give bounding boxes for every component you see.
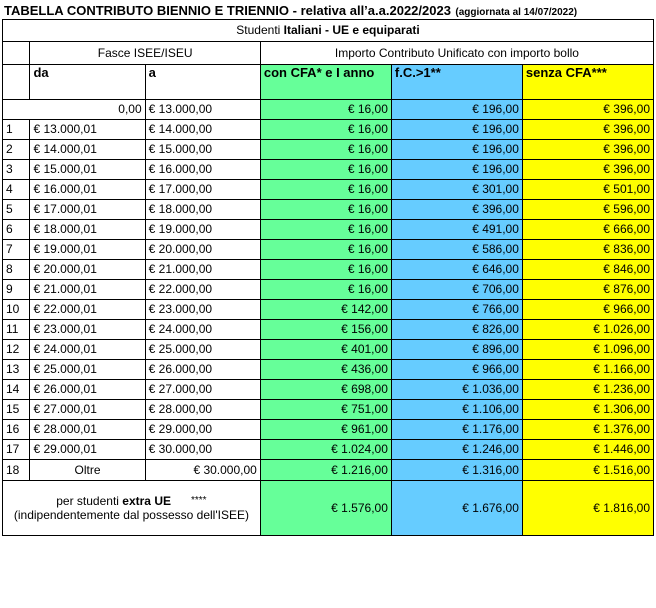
da-cell: € 24.000,01 [30,340,145,360]
fc-cell: € 1.106,00 [391,400,522,420]
da-cell: € 29.000,01 [30,440,145,460]
a-cell: € 27.000,00 [145,380,260,400]
fc-cell: € 491,00 [391,220,522,240]
table-row [3,440,654,460]
fc-cell: € 826,00 [391,320,522,340]
cfa-cell: € 16,00 [260,140,391,160]
fc-cell: € 1.316,00 [391,460,522,481]
no-cfa-cell: € 876,00 [522,280,653,300]
extra-stars: **** [191,495,207,506]
table-row [3,340,654,360]
a-cell: € 26.000,00 [145,360,260,380]
row-number: 4 [3,180,30,200]
col-a-header: a [145,65,260,100]
da-cell: € 26.000,01 [30,380,145,400]
a-cell: € 30.000,00 [145,460,260,481]
table-row [3,160,654,180]
cfa-cell: € 142,00 [260,300,391,320]
col-no-cfa-header: senza CFA*** [522,65,653,100]
table-row [3,420,654,440]
importo-header: Importo Contributo Unificato con importo bollo [260,42,653,65]
row-number: 8 [3,260,30,280]
students-header-row [3,20,654,42]
da-cell: € 16.000,01 [30,180,145,200]
da-cell: € 22.000,01 [30,300,145,320]
row-number: 7 [3,240,30,260]
a-cell: € 30.000,00 [145,440,260,460]
cfa-cell: € 1.216,00 [260,460,391,481]
da-cell: € 19.000,01 [30,240,145,260]
a-cell: € 24.000,00 [145,320,260,340]
extra-bold: extra UE [122,494,171,508]
students-header [3,20,654,42]
fc-cell: € 196,00 [391,160,522,180]
row-number: 16 [3,420,30,440]
cfa-cell: € 751,00 [260,400,391,420]
da-cell: € 21.000,01 [30,280,145,300]
cfa-cell: € 698,00 [260,380,391,400]
row-number: 1 [3,120,30,140]
a-cell: € 13.000,00 [145,100,260,120]
cfa-cell: € 16,00 [260,160,391,180]
col-da-header: da [30,65,145,100]
row-number: 2 [3,140,30,160]
col-fc-header: f.C.>1** [391,65,522,100]
group-header-row [3,42,654,65]
no-cfa-cell: € 596,00 [522,200,653,220]
table-row [3,180,654,200]
a-cell: € 22.000,00 [145,280,260,300]
row-number: 11 [3,320,30,340]
contribution-table [2,19,654,536]
row-number: 14 [3,380,30,400]
fc-cell: € 706,00 [391,280,522,300]
no-cfa-cell: € 1.236,00 [522,380,653,400]
da-cell: € 20.000,01 [30,260,145,280]
empty-cell [3,42,30,65]
fc-cell: € 966,00 [391,360,522,380]
cfa-cell: € 961,00 [260,420,391,440]
row-number: 15 [3,400,30,420]
fc-cell: € 1.176,00 [391,420,522,440]
column-header-row [3,65,654,100]
da-cell: € 18.000,01 [30,220,145,240]
no-cfa-cell: € 396,00 [522,140,653,160]
da-cell: € 28.000,01 [30,420,145,440]
row-number: 10 [3,300,30,320]
no-cfa-cell: € 1.516,00 [522,460,653,481]
fc-cell: € 1.676,00 [391,481,522,536]
table-row [3,140,654,160]
table-row [3,360,654,380]
no-cfa-cell: € 846,00 [522,260,653,280]
a-cell: € 17.000,00 [145,180,260,200]
no-cfa-cell: € 1.306,00 [522,400,653,420]
extra-ue-description [3,481,261,536]
fc-cell: € 301,00 [391,180,522,200]
row-number: 17 [3,440,30,460]
da-cell: € 15.000,01 [30,160,145,180]
row-number: 5 [3,200,30,220]
cfa-cell: € 401,00 [260,340,391,360]
no-cfa-cell: € 1.096,00 [522,340,653,360]
a-cell: € 14.000,00 [145,120,260,140]
a-cell: € 28.000,00 [145,400,260,420]
table-row [3,120,654,140]
no-cfa-cell: € 1.376,00 [522,420,653,440]
students-prefix: Studenti [236,23,284,37]
a-cell: € 16.000,00 [145,160,260,180]
a-cell: € 23.000,00 [145,300,260,320]
da-cell: € 23.000,01 [30,320,145,340]
fc-cell: € 646,00 [391,260,522,280]
table-row-oltre [3,460,654,481]
table-row-first [3,100,654,120]
no-cfa-cell: € 1.166,00 [522,360,653,380]
da-cell: € 17.000,01 [30,200,145,220]
title-updated-date: (aggiornata al 14/07/2022) [455,7,578,18]
fc-cell: € 196,00 [391,140,522,160]
table-row [3,380,654,400]
no-cfa-cell: € 396,00 [522,100,653,120]
students-type: Italiani - UE e equiparati [283,23,420,37]
a-cell: € 15.000,00 [145,140,260,160]
no-cfa-cell: € 666,00 [522,220,653,240]
oltre-label: Oltre [30,460,145,481]
fasce-header: Fasce ISEE/ISEU [30,42,260,65]
fc-cell: € 766,00 [391,300,522,320]
title-main: TABELLA CONTRIBUTO BIENNIO E TRIENNIO - relativa all’a.a.2022/2023 [4,3,451,18]
table-row-extra-ue [3,481,654,536]
da-cell: € 25.000,01 [30,360,145,380]
cfa-cell: € 156,00 [260,320,391,340]
a-cell: € 29.000,00 [145,420,260,440]
a-cell: € 19.000,00 [145,220,260,240]
cfa-cell: € 16,00 [260,280,391,300]
cfa-cell: € 16,00 [260,120,391,140]
no-cfa-cell: € 396,00 [522,160,653,180]
fc-cell: € 896,00 [391,340,522,360]
cfa-cell: € 16,00 [260,260,391,280]
table-row [3,400,654,420]
no-cfa-cell: € 1.026,00 [522,320,653,340]
cfa-cell: € 1.024,00 [260,440,391,460]
extra-prefix: per studenti [56,494,123,508]
da-cell: € 13.000,01 [30,120,145,140]
cfa-cell: € 16,00 [260,240,391,260]
a-cell: € 20.000,00 [145,240,260,260]
row-number: 13 [3,360,30,380]
table-row [3,200,654,220]
table-row [3,240,654,260]
row-number: 6 [3,220,30,240]
fc-cell: € 586,00 [391,240,522,260]
fc-cell: € 196,00 [391,120,522,140]
row-number: 12 [3,340,30,360]
no-cfa-cell: € 501,00 [522,180,653,200]
da-cell: 0,00 [3,100,146,120]
no-cfa-cell: € 836,00 [522,240,653,260]
cfa-cell: € 16,00 [260,100,391,120]
table-row [3,220,654,240]
no-cfa-cell: € 966,00 [522,300,653,320]
fc-cell: € 1.036,00 [391,380,522,400]
cfa-cell: € 16,00 [260,220,391,240]
cfa-cell: € 1.576,00 [260,481,391,536]
table-row [3,320,654,340]
empty-cell [3,65,30,100]
row-number: 18 [3,460,30,481]
fc-cell: € 196,00 [391,100,522,120]
cfa-cell: € 16,00 [260,180,391,200]
a-cell: € 21.000,00 [145,260,260,280]
da-cell: € 14.000,01 [30,140,145,160]
row-number: 9 [3,280,30,300]
fc-cell: € 396,00 [391,200,522,220]
da-cell: € 27.000,01 [30,400,145,420]
cfa-cell: € 436,00 [260,360,391,380]
col-cfa-header: con CFA* e I anno [260,65,391,100]
table-row [3,280,654,300]
no-cfa-cell: € 1.446,00 [522,440,653,460]
no-cfa-cell: € 396,00 [522,120,653,140]
cfa-cell: € 16,00 [260,200,391,220]
row-number: 3 [3,160,30,180]
no-cfa-cell: € 1.816,00 [522,481,653,536]
document-title [4,2,656,18]
a-cell: € 25.000,00 [145,340,260,360]
a-cell: € 18.000,00 [145,200,260,220]
table-row [3,260,654,280]
extra-rest: (indipendentemente dal possesso dell'ISEE) [13,508,249,522]
table-row [3,300,654,320]
fc-cell: € 1.246,00 [391,440,522,460]
